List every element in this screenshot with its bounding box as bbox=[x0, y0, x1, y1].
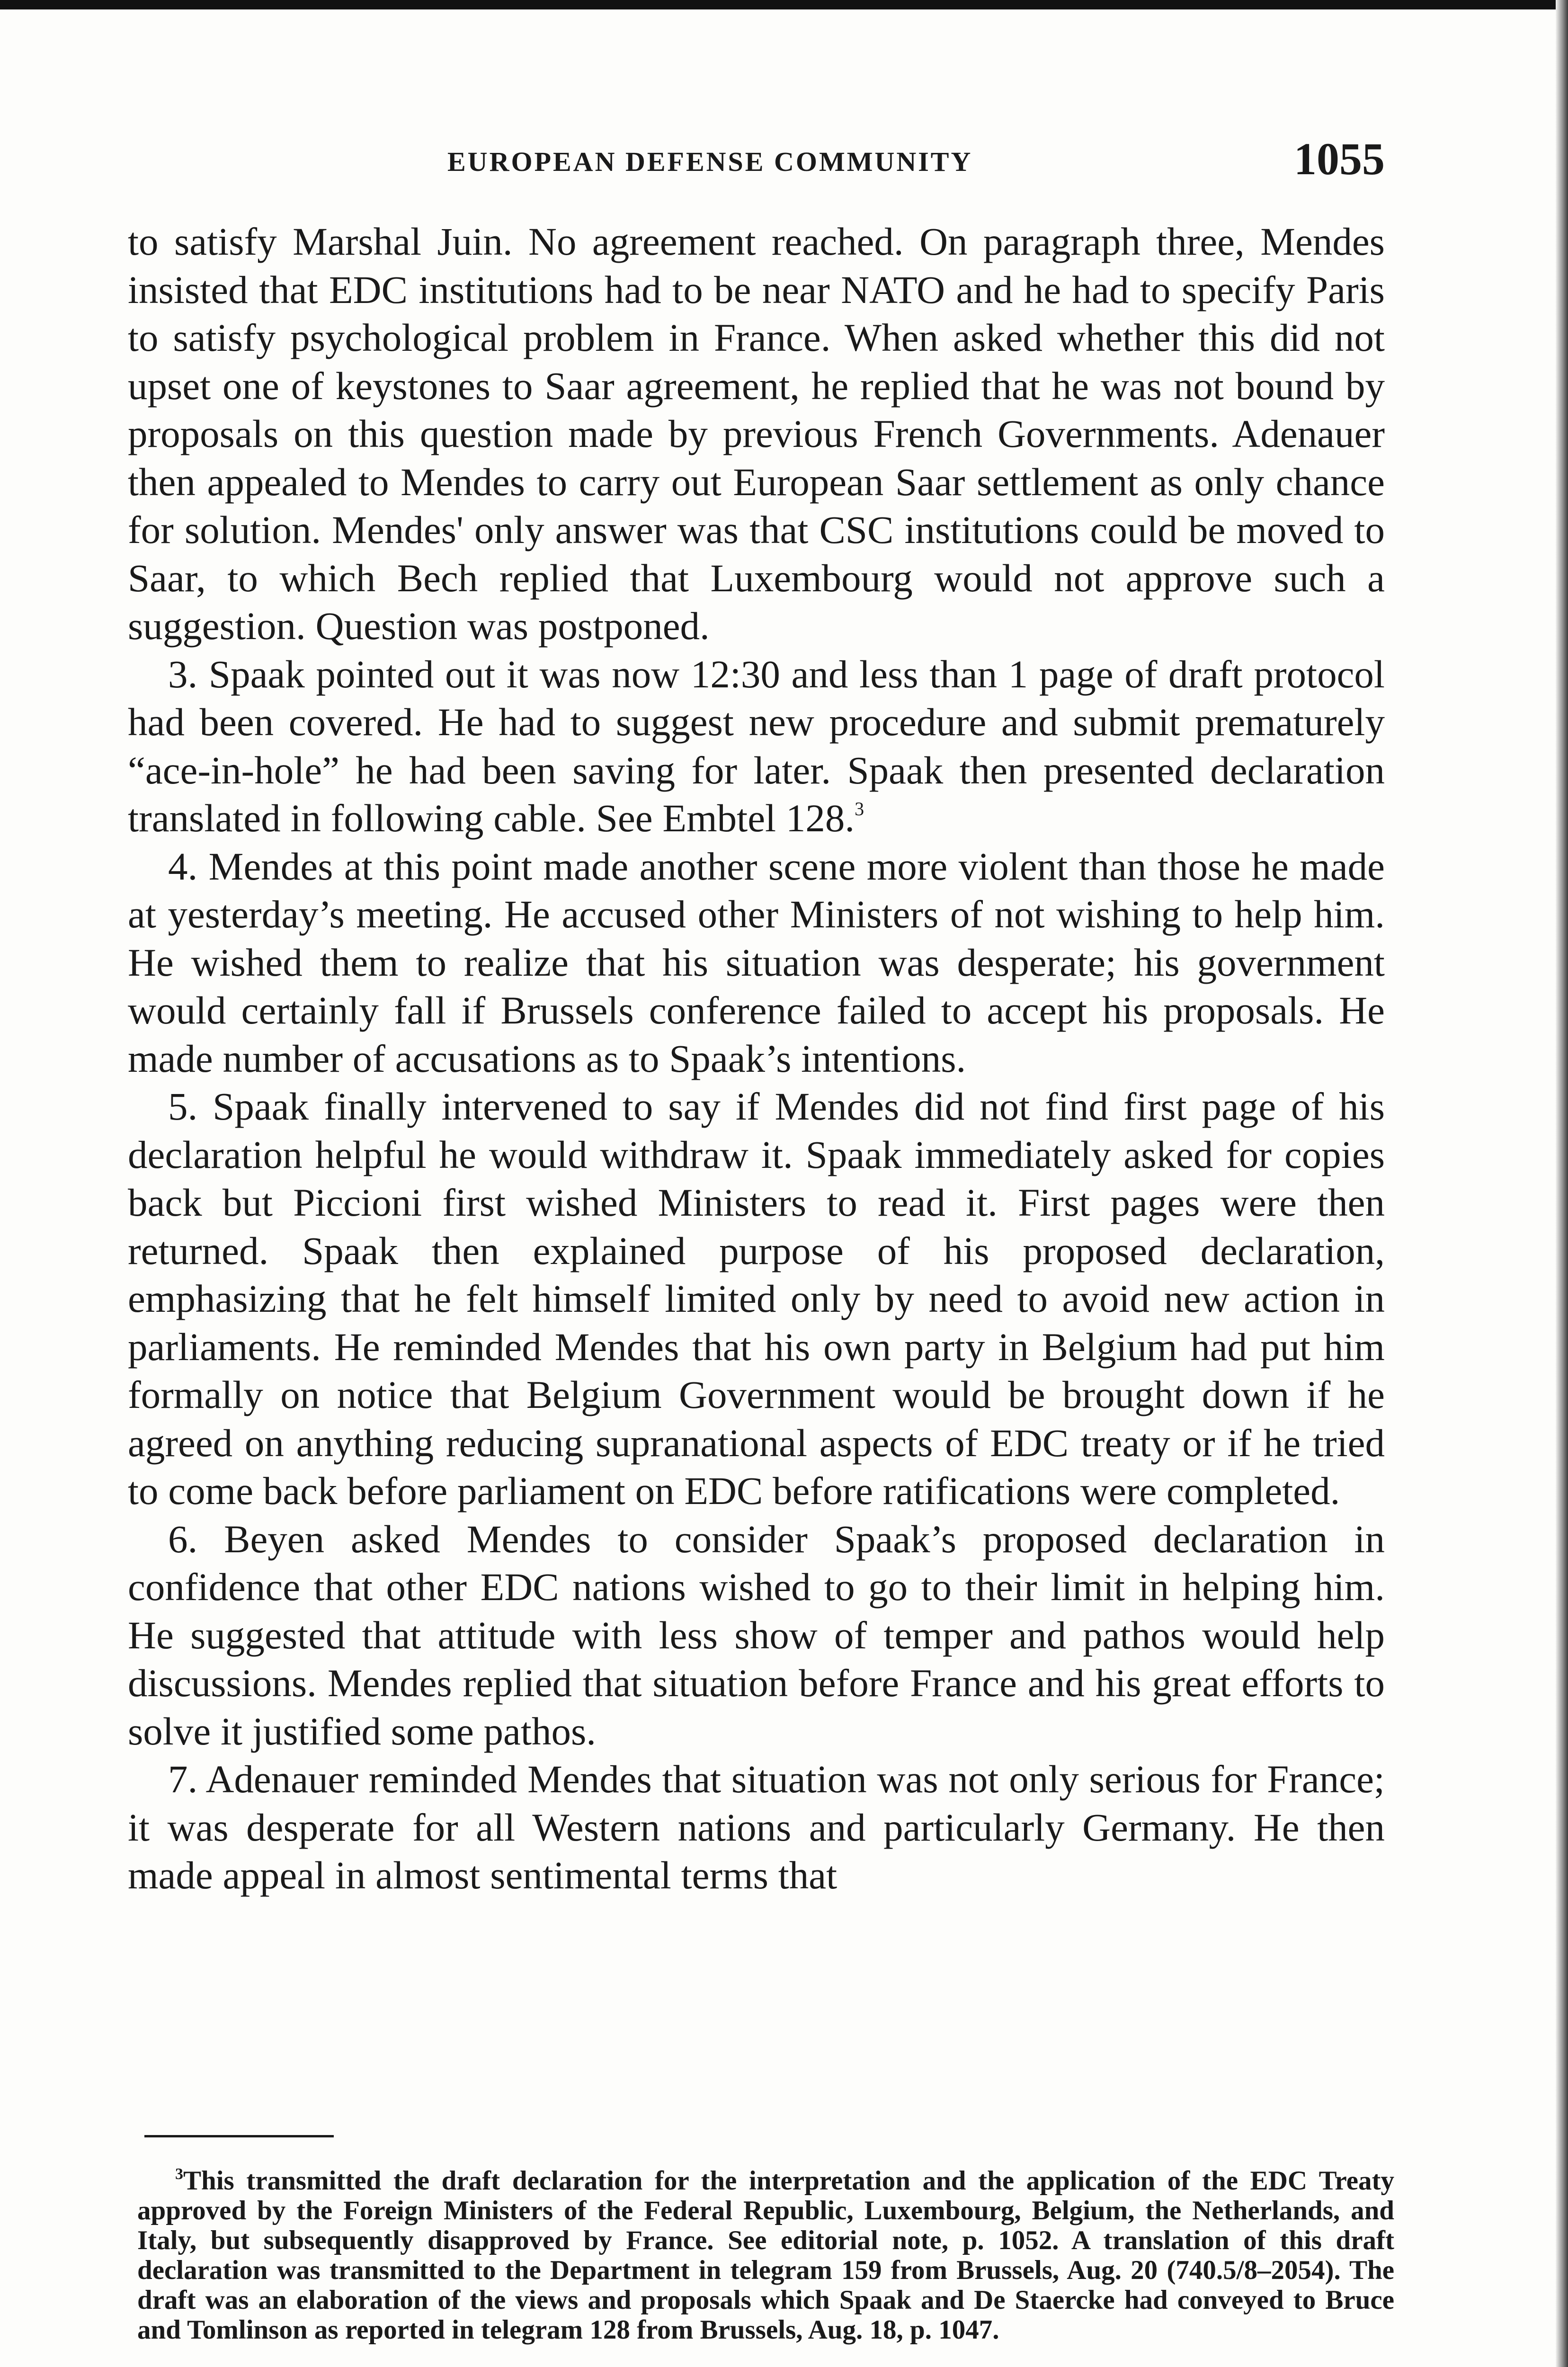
paragraph-3-text: 3. Spaak pointed out it was now 12:30 and less than 1 page of draft protocol had been covered. He had to suggest new procedure and submit prematurely “ace-in-hole” he had been saving for later. Spaak then presented declaration translated in following cable. See Embtel 128. bbox=[128, 652, 1385, 840]
paragraph-6: 6. Beyen asked Mendes to consider Spaak’s proposed declaration in confidence that other EDC nations wished to go to their limit in helping him. He suggested that attitude with less show of temper and pathos would help discussions. Mendes replied that situation before France and his great efforts to solve it justified some pathos. bbox=[128, 1517, 1385, 1753]
footnote-reference-3: 3 bbox=[855, 798, 864, 819]
scan-page-edge bbox=[1556, 0, 1568, 2367]
paragraph-5: 5. Spaak finally intervened to say if Mendes did not find first page of his declaration helpful he would withdraw it. Spaak immediately asked for copies back but Piccioni first wished Ministers to read it. First pages were then returned. Spaak then explained purpose of his proposed declaration, emphasizing that he felt himself limited only by need to avoid new action in parliaments. He reminded Mendes that his own party in Belgium had put him formally on notice that Belgium Government would be brought down if he agreed on anything reducing supranational aspects of EDC treaty or if he tried to come back before parliament on EDC before ratifications were completed. bbox=[128, 1085, 1385, 1513]
paragraph-continuation: to satisfy Marshal Juin. No agreement reached. On paragraph three, Mendes insisted that EDC institutions had to be near NATO and he had to specify Paris to satisfy psychological problem in France. When asked whether this did not upset one of keystones to Saar agreement, he replied that he was not bound by proposals on this question made by previous French Governments. Adenauer then appealed to Mendes to carry out European Saar settlement as only chance for solution. Mendes' only answer was that CSC institutions could be moved to Saar, to which Bech replied that Luxembourg would not approve such a suggestion. Question was postponed. bbox=[128, 220, 1385, 648]
paragraph-3 bbox=[128, 650, 1385, 843]
paragraph-4: 4. Mendes at this point made another scene more violent than those he made at yesterday’s meeting. He accused other Ministers of not wishing to help him. He wished them to realize that his situation was desperate; his government would certainly fall if Brussels conference failed to accept his proposals. He made number of accusations as to Spaak’s intentions. bbox=[128, 844, 1385, 1080]
running-header-title: EUROPEAN DEFENSE COMMUNITY bbox=[447, 146, 973, 177]
page-number: 1055 bbox=[1294, 133, 1385, 184]
paragraph-7: 7. Adenauer reminded Mendes that situation was not only serious for France; it was desperate for all Western nations and particularly Germany. He then made appeal in almost sentimental terms that bbox=[128, 1757, 1385, 1897]
footnote-text: This transmitted the draft declaration for the interpretation and the application of the EDC Treaty approved by the Foreign Ministers of the Federal Republic, Luxembourg, Belgium, the Netherlands, and Italy, but subsequently disapproved by France. See editorial note, p. 1052. A translation of this draft declaration was transmitted to the Department in telegram 159 from Brussels, Aug. 20 (740.5/8–2054). The draft was an elaboration of the views and proposals which Spaak and De Staercke had conveyed to Bruce and Tomlinson as reported in telegram 128 from Brussels, Aug. 18, p. 1047. bbox=[137, 2166, 1394, 2345]
footnote-mark: 3 bbox=[175, 2165, 183, 2183]
footnote-3 bbox=[137, 2166, 1394, 2345]
scan-top-border bbox=[0, 0, 1568, 9]
footnote-separator bbox=[144, 2135, 334, 2137]
running-header bbox=[128, 133, 1385, 189]
main-text bbox=[128, 218, 1385, 1900]
